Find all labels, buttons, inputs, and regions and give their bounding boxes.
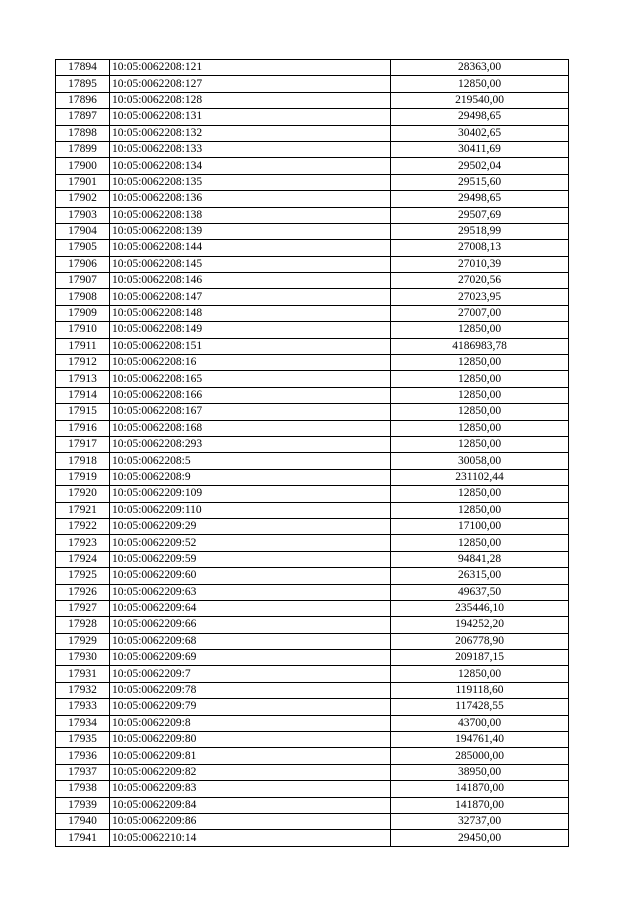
row-number-cell: 17909 [56, 305, 110, 321]
table-row [56, 486, 569, 502]
amount-cell: 119118,60 [391, 682, 569, 698]
row-number-cell: 17940 [56, 813, 110, 829]
table-row [56, 404, 569, 420]
row-number-cell: 17937 [56, 764, 110, 780]
row-number-cell: 17923 [56, 535, 110, 551]
table-row [56, 715, 569, 731]
amount-cell: 29450,00 [391, 830, 569, 846]
row-number-cell: 17930 [56, 650, 110, 666]
cadastral-number-cell: 10:05:0062209:81 [110, 748, 391, 764]
cadastral-number-cell: 10:05:0062208:128 [110, 92, 391, 108]
cadastral-number-cell: 10:05:0062208:149 [110, 322, 391, 338]
row-number-cell: 17941 [56, 830, 110, 846]
row-number-cell: 17919 [56, 469, 110, 485]
table-row [56, 256, 569, 272]
row-number-cell: 17904 [56, 223, 110, 239]
cadastral-number-cell: 10:05:0062209:52 [110, 535, 391, 551]
table-row [56, 568, 569, 584]
table-row [56, 191, 569, 207]
row-number-cell: 17903 [56, 207, 110, 223]
table-row [56, 355, 569, 371]
row-number-cell: 17897 [56, 109, 110, 125]
row-number-cell: 17922 [56, 518, 110, 534]
amount-cell: 12850,00 [391, 355, 569, 371]
row-number-cell: 17929 [56, 633, 110, 649]
amount-cell: 219540,00 [391, 92, 569, 108]
amount-cell: 28363,00 [391, 60, 569, 76]
amount-cell: 49637,50 [391, 584, 569, 600]
row-number-cell: 17939 [56, 797, 110, 813]
amount-cell: 29498,65 [391, 109, 569, 125]
amount-cell: 29498,65 [391, 191, 569, 207]
amount-cell: 4186983,78 [391, 338, 569, 354]
table-row [56, 666, 569, 682]
row-number-cell: 17920 [56, 486, 110, 502]
amount-cell: 12850,00 [391, 404, 569, 420]
amount-cell: 12850,00 [391, 387, 569, 403]
amount-cell: 12850,00 [391, 371, 569, 387]
cadastral-number-cell: 10:05:0062208:168 [110, 420, 391, 436]
cadastral-number-cell: 10:05:0062208:138 [110, 207, 391, 223]
table-row [56, 682, 569, 698]
row-number-cell: 17899 [56, 141, 110, 157]
cadastral-number-cell: 10:05:0062208:5 [110, 453, 391, 469]
cadastral-number-cell: 10:05:0062208:151 [110, 338, 391, 354]
table-row [56, 633, 569, 649]
cadastral-number-cell: 10:05:0062209:82 [110, 764, 391, 780]
row-number-cell: 17926 [56, 584, 110, 600]
cadastral-number-cell: 10:05:0062208:139 [110, 223, 391, 239]
cadastral-number-cell: 10:05:0062209:83 [110, 781, 391, 797]
amount-cell: 27023,95 [391, 289, 569, 305]
table-row [56, 60, 569, 76]
row-number-cell: 17927 [56, 600, 110, 616]
cadastral-number-cell: 10:05:0062208:293 [110, 436, 391, 452]
cadastral-number-cell: 10:05:0062208:131 [110, 109, 391, 125]
row-number-cell: 17928 [56, 617, 110, 633]
row-number-cell: 17901 [56, 174, 110, 190]
table-row [56, 125, 569, 141]
cadastral-number-cell: 10:05:0062208:16 [110, 355, 391, 371]
row-number-cell: 17934 [56, 715, 110, 731]
amount-cell: 27020,56 [391, 273, 569, 289]
amount-cell: 194761,40 [391, 732, 569, 748]
cadastral-number-cell: 10:05:0062208:133 [110, 141, 391, 157]
table-row [56, 551, 569, 567]
cadastral-number-cell: 10:05:0062209:80 [110, 732, 391, 748]
cadastral-number-cell: 10:05:0062209:69 [110, 650, 391, 666]
table-row [56, 158, 569, 174]
table-row [56, 371, 569, 387]
cadastral-number-cell: 10:05:0062209:64 [110, 600, 391, 616]
table-row [56, 223, 569, 239]
table-row [56, 732, 569, 748]
amount-cell: 27010,39 [391, 256, 569, 272]
row-number-cell: 17924 [56, 551, 110, 567]
cadastral-number-cell: 10:05:0062209:59 [110, 551, 391, 567]
table-row [56, 273, 569, 289]
amount-cell: 29502,04 [391, 158, 569, 174]
row-number-cell: 17908 [56, 289, 110, 305]
table-row [56, 830, 569, 846]
cadastral-number-cell: 10:05:0062210:14 [110, 830, 391, 846]
amount-cell: 30411,69 [391, 141, 569, 157]
data-table [55, 59, 569, 847]
row-number-cell: 17902 [56, 191, 110, 207]
table-row [56, 748, 569, 764]
table-row [56, 502, 569, 518]
row-number-cell: 17925 [56, 568, 110, 584]
cadastral-number-cell: 10:05:0062209:78 [110, 682, 391, 698]
amount-cell: 17100,00 [391, 518, 569, 534]
table-row [56, 240, 569, 256]
table-row [56, 338, 569, 354]
table-row [56, 518, 569, 534]
amount-cell: 206778,90 [391, 633, 569, 649]
cadastral-number-cell: 10:05:0062209:29 [110, 518, 391, 534]
row-number-cell: 17911 [56, 338, 110, 354]
table-body [56, 60, 569, 847]
table-row [56, 535, 569, 551]
cadastral-number-cell: 10:05:0062208:148 [110, 305, 391, 321]
row-number-cell: 17913 [56, 371, 110, 387]
cadastral-number-cell: 10:05:0062208:146 [110, 273, 391, 289]
cadastral-number-cell: 10:05:0062208:166 [110, 387, 391, 403]
table-row [56, 797, 569, 813]
amount-cell: 12850,00 [391, 502, 569, 518]
cadastral-number-cell: 10:05:0062209:109 [110, 486, 391, 502]
table-row [56, 305, 569, 321]
row-number-cell: 17921 [56, 502, 110, 518]
amount-cell: 12850,00 [391, 420, 569, 436]
row-number-cell: 17936 [56, 748, 110, 764]
table-row [56, 436, 569, 452]
row-number-cell: 17906 [56, 256, 110, 272]
amount-cell: 117428,55 [391, 699, 569, 715]
row-number-cell: 17918 [56, 453, 110, 469]
cadastral-number-cell: 10:05:0062209:66 [110, 617, 391, 633]
row-number-cell: 17914 [56, 387, 110, 403]
amount-cell: 12850,00 [391, 535, 569, 551]
cadastral-number-cell: 10:05:0062209:8 [110, 715, 391, 731]
row-number-cell: 17900 [56, 158, 110, 174]
table-row [56, 322, 569, 338]
cadastral-number-cell: 10:05:0062209:110 [110, 502, 391, 518]
row-number-cell: 17905 [56, 240, 110, 256]
amount-cell: 285000,00 [391, 748, 569, 764]
cadastral-number-cell: 10:05:0062209:86 [110, 813, 391, 829]
table-row [56, 584, 569, 600]
cadastral-number-cell: 10:05:0062209:7 [110, 666, 391, 682]
cadastral-number-cell: 10:05:0062208:147 [110, 289, 391, 305]
amount-cell: 235446,10 [391, 600, 569, 616]
cadastral-number-cell: 10:05:0062208:136 [110, 191, 391, 207]
table-row [56, 699, 569, 715]
cadastral-number-cell: 10:05:0062208:132 [110, 125, 391, 141]
table-row [56, 600, 569, 616]
amount-cell: 209187,15 [391, 650, 569, 666]
amount-cell: 30402,65 [391, 125, 569, 141]
table-row [56, 174, 569, 190]
amount-cell: 27008,13 [391, 240, 569, 256]
amount-cell: 29515,60 [391, 174, 569, 190]
table-row [56, 92, 569, 108]
amount-cell: 27007,00 [391, 305, 569, 321]
row-number-cell: 17895 [56, 76, 110, 92]
row-number-cell: 17932 [56, 682, 110, 698]
cadastral-number-cell: 10:05:0062209:79 [110, 699, 391, 715]
cadastral-number-cell: 10:05:0062208:167 [110, 404, 391, 420]
amount-cell: 194252,20 [391, 617, 569, 633]
table-row [56, 420, 569, 436]
table-row [56, 207, 569, 223]
cadastral-number-cell: 10:05:0062208:134 [110, 158, 391, 174]
amount-cell: 12850,00 [391, 486, 569, 502]
cadastral-number-cell: 10:05:0062209:84 [110, 797, 391, 813]
cadastral-number-cell: 10:05:0062208:127 [110, 76, 391, 92]
cadastral-number-cell: 10:05:0062208:165 [110, 371, 391, 387]
amount-cell: 43700,00 [391, 715, 569, 731]
table-row [56, 289, 569, 305]
row-number-cell: 17896 [56, 92, 110, 108]
amount-cell: 12850,00 [391, 76, 569, 92]
row-number-cell: 17933 [56, 699, 110, 715]
table-row [56, 469, 569, 485]
table-row [56, 141, 569, 157]
amount-cell: 94841,28 [391, 551, 569, 567]
amount-cell: 29518,99 [391, 223, 569, 239]
table-row [56, 387, 569, 403]
cadastral-number-cell: 10:05:0062208:144 [110, 240, 391, 256]
cadastral-number-cell: 10:05:0062209:68 [110, 633, 391, 649]
row-number-cell: 17907 [56, 273, 110, 289]
amount-cell: 29507,69 [391, 207, 569, 223]
table-row [56, 617, 569, 633]
amount-cell: 231102,44 [391, 469, 569, 485]
row-number-cell: 17916 [56, 420, 110, 436]
table-row [56, 453, 569, 469]
amount-cell: 26315,00 [391, 568, 569, 584]
cadastral-number-cell: 10:05:0062209:63 [110, 584, 391, 600]
table-row [56, 781, 569, 797]
cadastral-number-cell: 10:05:0062208:135 [110, 174, 391, 190]
row-number-cell: 17938 [56, 781, 110, 797]
row-number-cell: 17912 [56, 355, 110, 371]
amount-cell: 32737,00 [391, 813, 569, 829]
table-row [56, 76, 569, 92]
amount-cell: 12850,00 [391, 666, 569, 682]
cadastral-number-cell: 10:05:0062209:60 [110, 568, 391, 584]
table-row [56, 650, 569, 666]
row-number-cell: 17910 [56, 322, 110, 338]
row-number-cell: 17935 [56, 732, 110, 748]
cadastral-number-cell: 10:05:0062208:121 [110, 60, 391, 76]
amount-cell: 12850,00 [391, 436, 569, 452]
amount-cell: 38950,00 [391, 764, 569, 780]
row-number-cell: 17894 [56, 60, 110, 76]
row-number-cell: 17917 [56, 436, 110, 452]
cadastral-number-cell: 10:05:0062208:145 [110, 256, 391, 272]
cadastral-number-cell: 10:05:0062208:9 [110, 469, 391, 485]
row-number-cell: 17898 [56, 125, 110, 141]
amount-cell: 30058,00 [391, 453, 569, 469]
table-row [56, 813, 569, 829]
row-number-cell: 17915 [56, 404, 110, 420]
table-row [56, 764, 569, 780]
row-number-cell: 17931 [56, 666, 110, 682]
amount-cell: 12850,00 [391, 322, 569, 338]
amount-cell: 141870,00 [391, 797, 569, 813]
table-row [56, 109, 569, 125]
amount-cell: 141870,00 [391, 781, 569, 797]
